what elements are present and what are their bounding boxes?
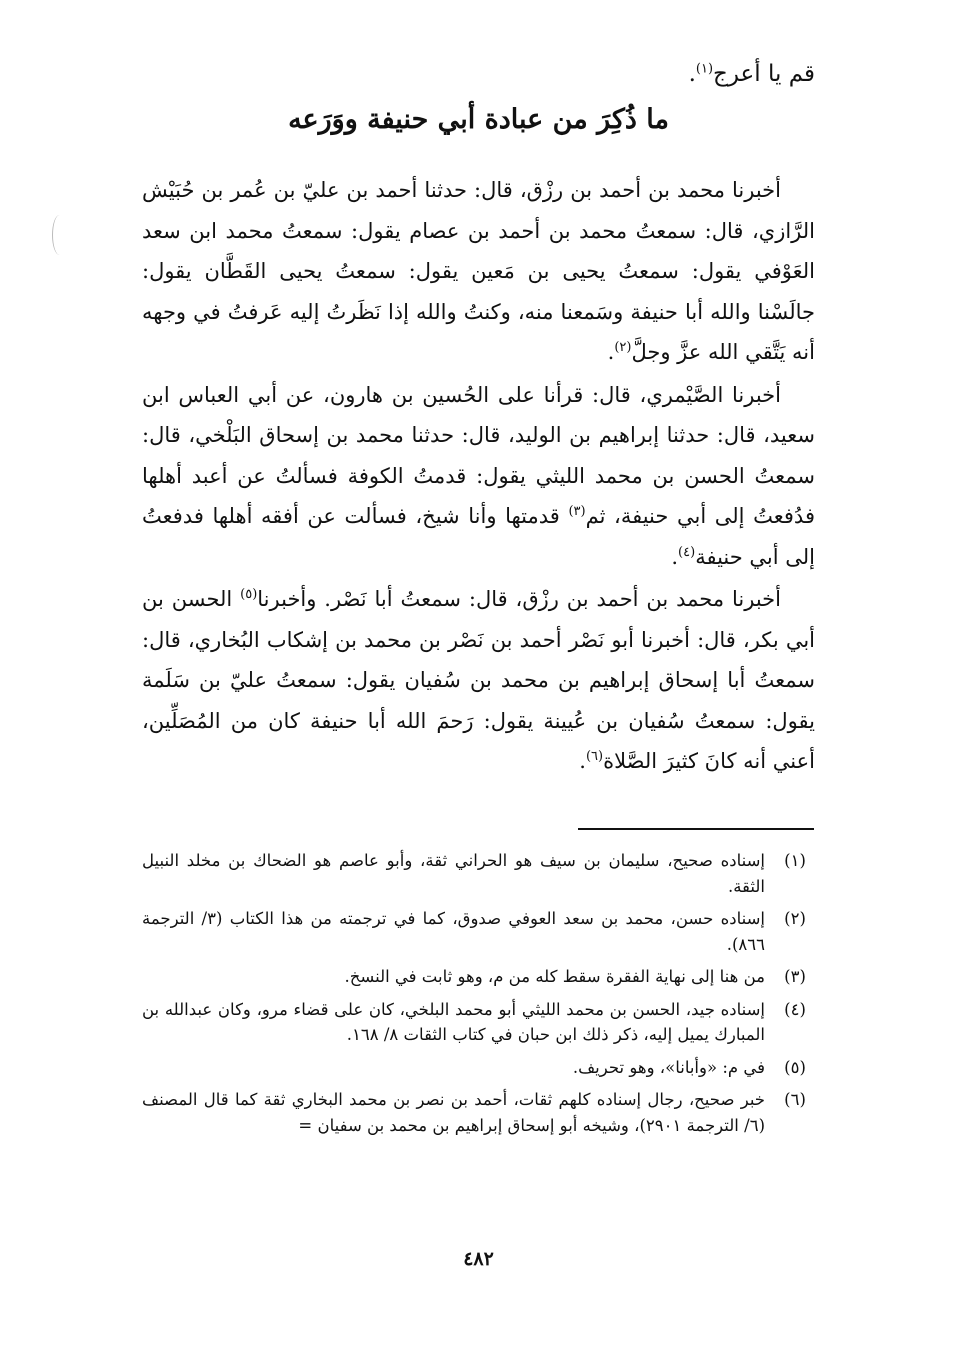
- footnote-ref: (٦): [585, 749, 604, 764]
- footnote-ref: (٤): [678, 544, 696, 560]
- footnote-text: خبر صحيح، رجال إسناده كلهم ثقات، أحمد بن نصر بن محمد البخاري ثقة كما قال المصنف (٦/ الترجمة ٢٩٠١)، وشيخه أبو إسحاق إبراهيم بن محمد بن سفيان =: [142, 1090, 765, 1135]
- paragraph: [142, 170, 815, 373]
- footnote: [142, 997, 815, 1048]
- paragraph-end: .: [579, 749, 586, 773]
- paragraph: [142, 375, 815, 578]
- footnote: [142, 1087, 815, 1138]
- footnote-ref: (٣): [568, 504, 586, 519]
- footnote-divider: [578, 828, 814, 830]
- body-text: [142, 170, 815, 782]
- opening-text: قم يا أعرج: [713, 61, 815, 87]
- footnote-number: (٤): [784, 999, 806, 1019]
- footnote-ref: (٥): [240, 587, 258, 602]
- paragraph-text-after: قدمتها وأنا شيخ، فسألت عن أفقه أهلها فدفعتُ إلى أبي حنيفة: [142, 504, 815, 569]
- footnotes-list: [142, 848, 815, 1145]
- paragraph-text: أخبرنا محمد بن أحمد بن رزْق، قال: سمعتُ أبا نَصْر. وأخبرنا: [257, 587, 781, 611]
- footnote-ref: (٢): [614, 340, 632, 355]
- page-number: ٤٨٢: [463, 1248, 494, 1270]
- footnote: [142, 848, 815, 899]
- footnote-text: في م: «وأبانا»، وهو تحريف.: [572, 1057, 765, 1077]
- footnote-text: إسناده جيد، الحسن بن محمد الليثي أبو محمد البلخي، كان على قضاء مرو، وكان عبدالله بن المبارك يميل إليه، ذكر ذلك ابن حبان في كتاب الثقات ٨/ ١٦٨.: [142, 999, 765, 1044]
- margin-bracket-mark: [52, 215, 67, 255]
- footnote-number: (٥): [784, 1057, 806, 1077]
- footnote-number: (١): [784, 851, 806, 870]
- paragraph: [142, 579, 815, 782]
- footnote-text: من هنا إلى نهاية الفقرة سقط كله من م، وهو ثابت في النسخ.: [344, 967, 765, 986]
- footnote-text: إسناده حسن، محمد بن سعد العوفي صدوق، كما في ترجمته من هذا الكتاب (٣/ الترجمة ٨٦٦).: [142, 909, 765, 954]
- section-heading: ما ذُكِرَ من عبادة أبي حنيفة ووَرَعه: [288, 104, 669, 135]
- footnote-text: إسناده صحيح، سليمان بن سيف هو الحراني ثقة، وأبو عاصم هو الضحاك بن مخلد النبيل الثقة.: [142, 851, 765, 896]
- footnote-number: (٢): [784, 909, 806, 928]
- paragraph-text-after: الحسن بن أبي بكر، قال: أخبرنا أبو نَصْر أحمد بن نَصْر بن محمد بن إشكاب البُخاري، قال: سمعتُ أبا إسحاق إبراهيم بن محمد بن سُفيان يقول: سمعتُ عليّ بن سَلَمة يقول: سمعتُ سُفيان بن عُيينة يقول: رَحمَ الله أبا حنيفة كان من المُصَلِّين، أعني أنه كانَ كثيرَ الصَّلاة: [142, 587, 815, 773]
- footnote: [142, 1055, 815, 1081]
- footnote: [142, 964, 815, 990]
- footnote: [142, 906, 815, 957]
- opening-line: قم يا أعرج$^{(١)}$.: [688, 61, 815, 87]
- footnote-number: (٣): [784, 967, 806, 986]
- paragraph-end: .: [607, 340, 615, 364]
- paragraph-text: أخبرنا محمد بن أحمد بن رزْق، قال: حدثنا أحمد بن عليّ بن عُمر بن حُبَيْش الرَّازي، قال: سمعتُ محمد بن أحمد بن عصام يقول: سمعتُ محمد ابن سعد العَوْفي يقول: سمعتُ يحيى بن مَعين يقول: سمعتُ يحيى القَطَّان يقول: جالَسْنا والله أبا حنيفة وسَمعنا منه، وكنتُ والله إذا نَظَرتُ إليه عَرفتُ في وجهه أنه يَتَّقي الله عزَّ وجلَّ: [142, 178, 815, 364]
- footnote-number: (٦): [784, 1090, 806, 1109]
- paragraph-end: .: [671, 544, 679, 569]
- footnote-ref: (١): [695, 61, 714, 77]
- paragraph-text: أخبرنا الصَّيْمري، قال: قرأنا على الحُسين بن هارون، عن أبي العباس ابن سعيد، قال: حدثنا إبراهيم بن الوليد، قال: حدثنا محمد بن إسحاق البَلْخي، قال: سمعتُ الحسن بن محمد الليثي يقول: قدمتُ الكوفة فسألتُ عن أعبد أهلها فدُفعتُ إلى أبي حنيفة، ثم: [142, 382, 815, 528]
